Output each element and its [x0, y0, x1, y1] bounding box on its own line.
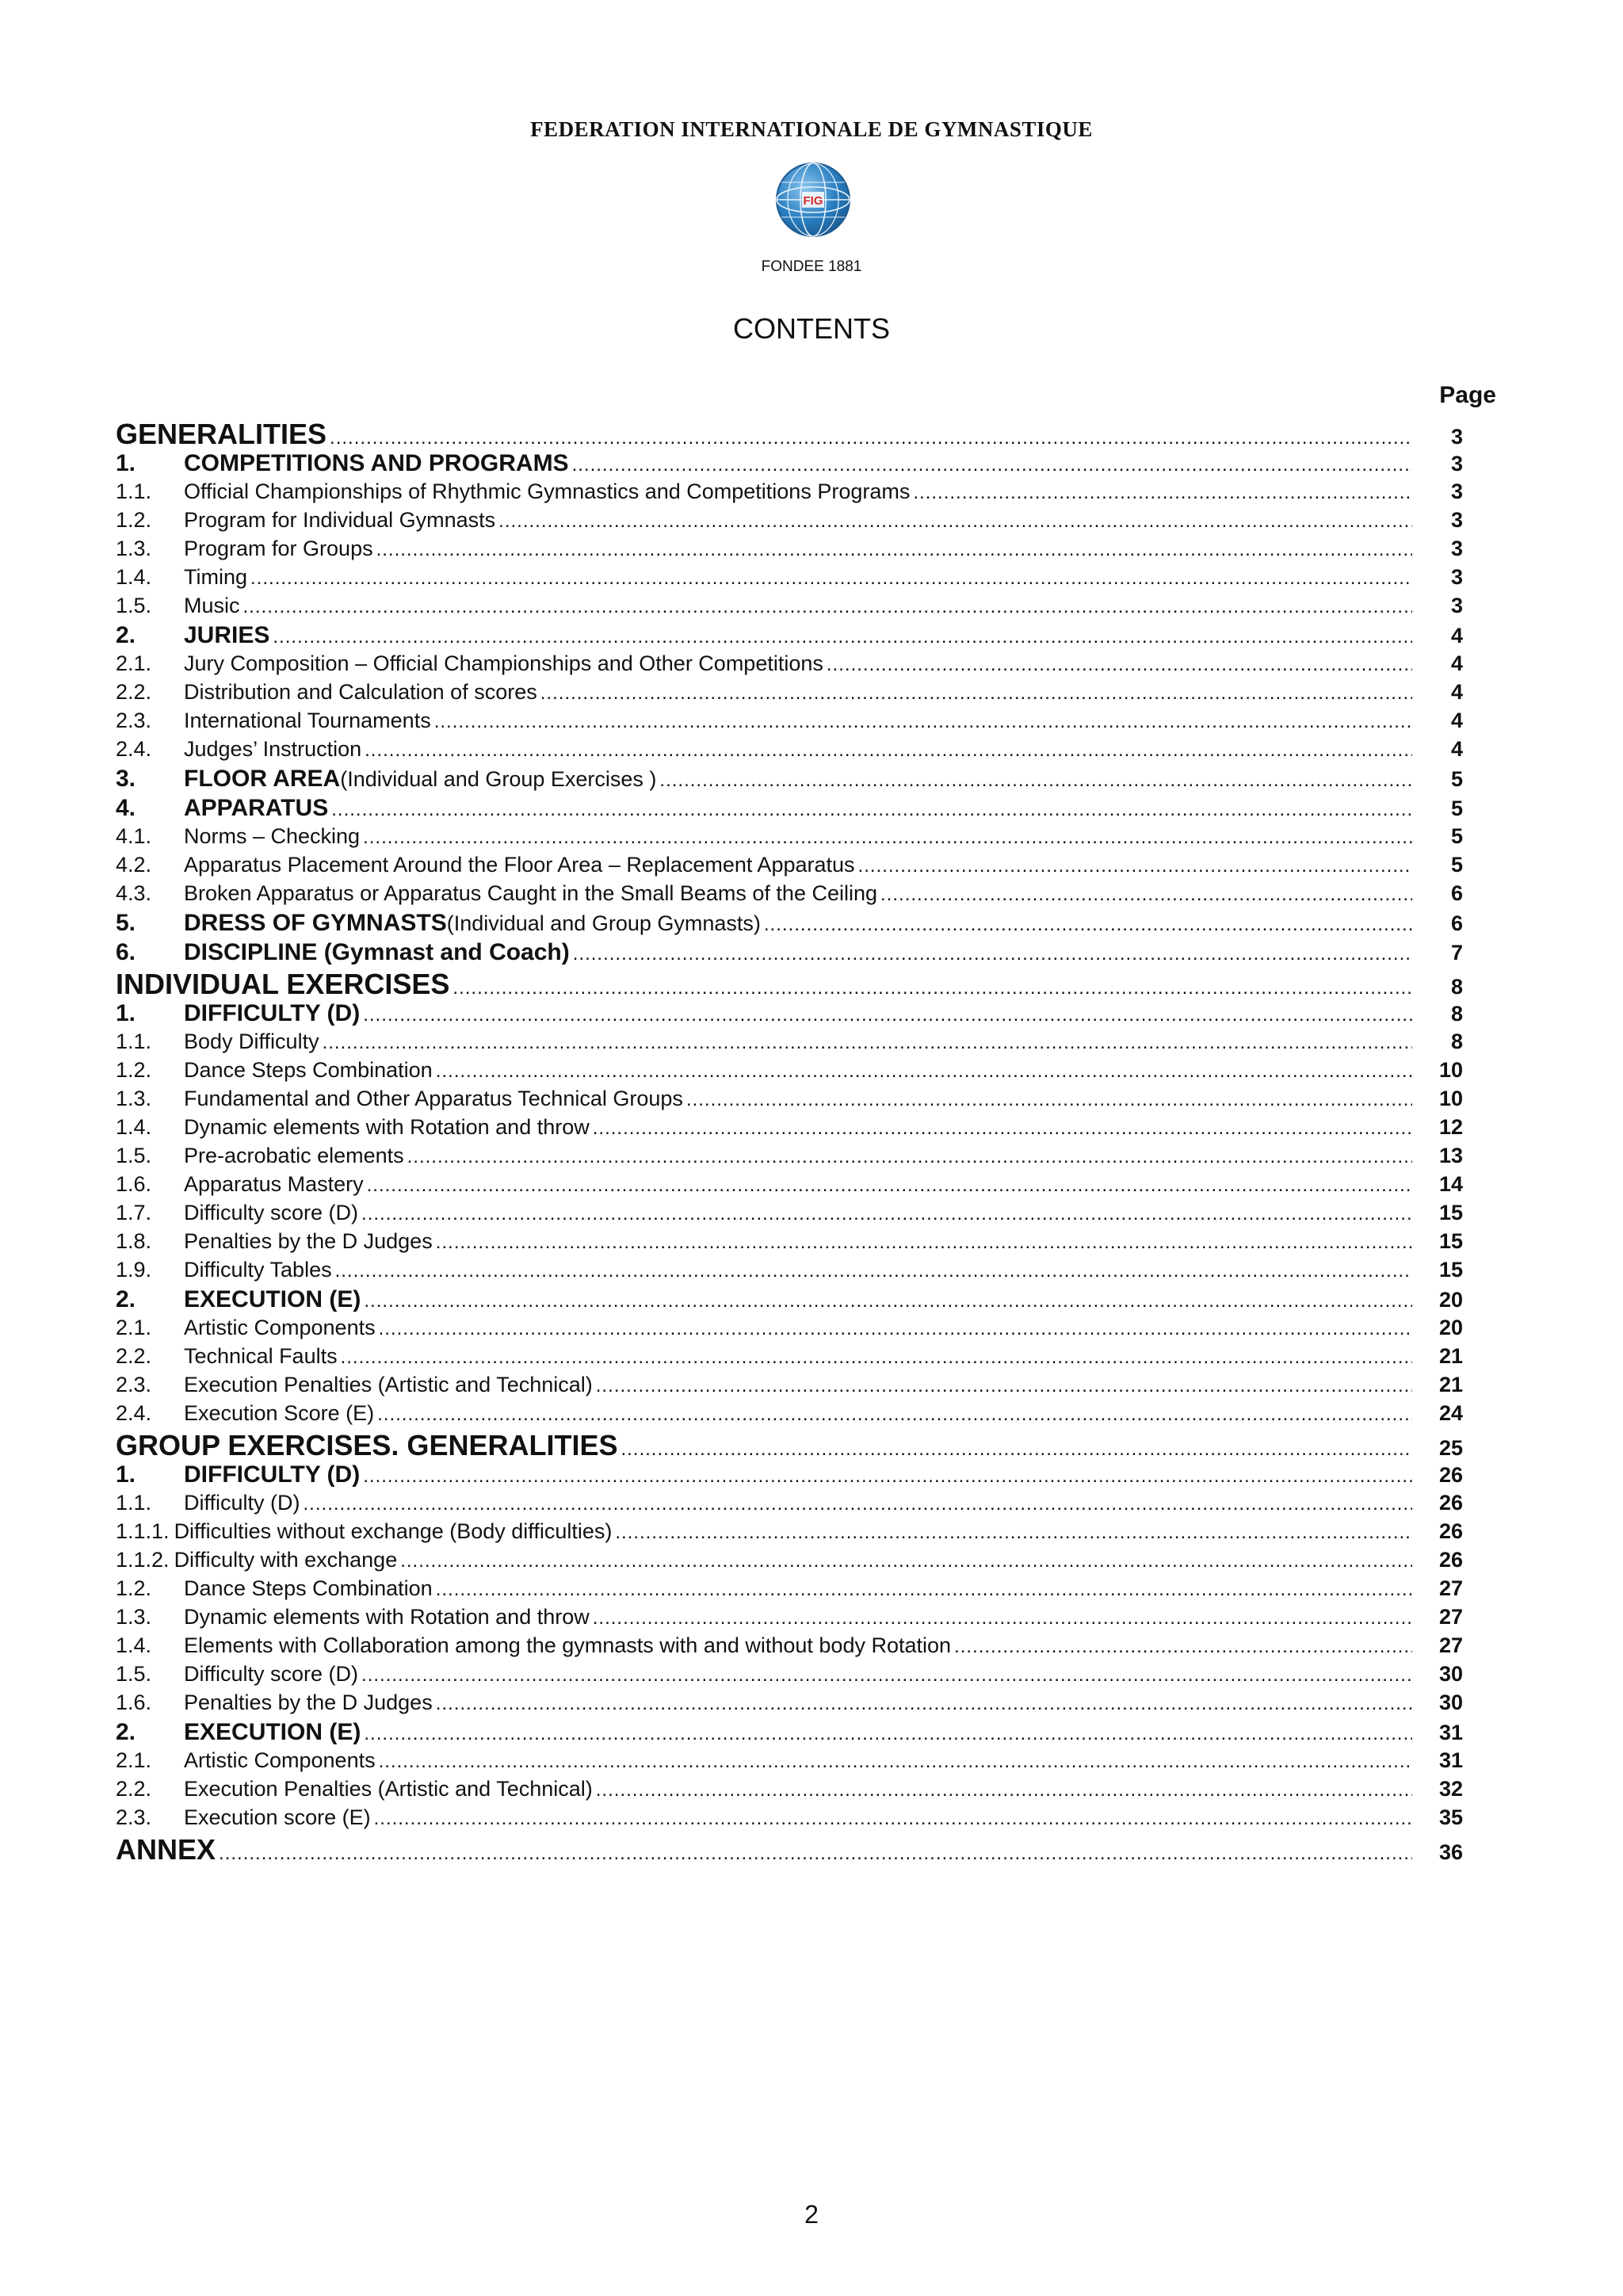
toc-entry [116, 1578, 1463, 1606]
toc-entry-page: 3 [1450, 594, 1463, 617]
toc-entry [116, 1259, 1463, 1288]
toc-entry-page: 25 [1438, 1436, 1463, 1460]
toc-entry [116, 1202, 1463, 1231]
dot-leader [436, 1062, 1412, 1081]
toc-entry [116, 1664, 1463, 1692]
dot-leader [593, 1119, 1412, 1138]
toc-entry-page: 20 [1438, 1316, 1463, 1339]
toc-entry-page: 3 [1450, 565, 1463, 589]
toc-entry-page: 31 [1438, 1721, 1463, 1744]
toc-entry [116, 538, 1463, 567]
dot-leader [764, 915, 1412, 934]
toc-entry-number: 2.1. [116, 1316, 152, 1339]
dot-leader [379, 1320, 1412, 1339]
dot-leader [434, 712, 1412, 732]
toc-entry-title: Program for Individual Gymnasts [184, 508, 496, 532]
dot-leader [363, 828, 1412, 847]
toc-entry-number: 2.3. [116, 1805, 152, 1829]
toc-entry [116, 595, 1463, 624]
toc-entry-title: Penalties by the D Judges [184, 1229, 433, 1253]
toc-entry-number: 1.3. [116, 537, 152, 560]
toc-entry [116, 1463, 1463, 1492]
toc-entry-title: Program for Groups [184, 537, 373, 560]
dot-leader [400, 1552, 1412, 1571]
toc-entry-number: 1.1.2. [116, 1548, 170, 1572]
toc-entry [116, 1145, 1463, 1174]
toc-entry-page: 20 [1438, 1288, 1463, 1312]
toc-entry-number: 2. [116, 1286, 136, 1312]
dot-leader [250, 569, 1412, 588]
toc-entry-page: 14 [1438, 1172, 1463, 1196]
toc-entry-page: 4 [1450, 624, 1463, 648]
toc-entry-number: 1.4. [116, 1115, 152, 1139]
toc-entry-page: 15 [1438, 1201, 1463, 1224]
toc-entry-page: 4 [1450, 737, 1463, 761]
dot-leader [363, 1006, 1412, 1025]
toc-entry-number: 2.3. [116, 1373, 152, 1396]
toc-entry-title: Dance Steps Combination [184, 1058, 433, 1082]
toc-entry-number: 1. [116, 1461, 136, 1488]
dot-leader [436, 1233, 1412, 1252]
toc-entry-page: 6 [1450, 881, 1463, 905]
toc-entry [116, 420, 1463, 452]
dot-leader [436, 1580, 1412, 1599]
toc-entry-page: 13 [1438, 1144, 1463, 1167]
toc-entry [116, 883, 1463, 911]
toc-entry-title: Elements with Collaboration among the gymnasts with and without body Rotation [184, 1633, 952, 1657]
toc-entry-title: Apparatus Placement Around the Floor Area – Replacement Apparatus [184, 853, 855, 877]
toc-entry-title: Difficulty Tables [184, 1258, 332, 1282]
fig-globe-logo-icon [773, 160, 853, 239]
toc-entry-title: Apparatus Mastery [184, 1172, 364, 1196]
toc-entry [116, 1721, 1463, 1750]
dot-leader [364, 1725, 1412, 1744]
toc-entry-title: Fundamental and Other Apparatus Technical Groups [184, 1087, 683, 1110]
toc-entry-page: 24 [1438, 1401, 1463, 1425]
dot-leader [540, 684, 1412, 703]
toc-entry [116, 452, 1463, 481]
toc-entry-number: 2.4. [116, 1401, 152, 1425]
toc-entry-title: EXECUTION (E) [184, 1286, 361, 1312]
toc-entry [116, 1288, 1463, 1317]
toc-entry [116, 510, 1463, 538]
dot-leader [659, 771, 1412, 790]
toc-entry-number: 2.2. [116, 1344, 152, 1368]
toc-entry [116, 1807, 1463, 1836]
dot-leader [361, 1666, 1412, 1685]
toc-entry-number: 1.5. [116, 1662, 152, 1686]
toc-entry-number: 2.1. [116, 651, 152, 675]
toc-entry-title: Jury Composition – Official Championships and Other Competitions [184, 651, 823, 675]
toc-entry-title: Norms – Checking [184, 824, 361, 848]
toc-entry-number: 1.3. [116, 1605, 152, 1629]
toc-entry [116, 854, 1463, 883]
toc-entry [116, 710, 1463, 739]
toc-entry-page: 5 [1450, 824, 1463, 848]
toc-entry-title: Judges’ Instruction [184, 737, 362, 761]
toc-entry [116, 1002, 1463, 1031]
toc-entry-number: 1.5. [116, 594, 152, 617]
toc-entry-page: 4 [1450, 651, 1463, 675]
toc-entry-page: 10 [1438, 1087, 1463, 1110]
toc-entry-page: 5 [1450, 853, 1463, 877]
dot-leader [573, 945, 1412, 964]
toc-entry-number: 5. [116, 910, 136, 936]
dot-leader [436, 1694, 1412, 1713]
toc-entry [116, 1431, 1463, 1463]
toc-entry-number: 1.4. [116, 565, 152, 589]
toc-entry-title: Artistic Components [184, 1748, 376, 1772]
toc-entry-title: Artistic Components [184, 1316, 376, 1339]
toc-entry-page: 30 [1438, 1662, 1463, 1686]
toc-entry [116, 1606, 1463, 1635]
toc-entry-title: Penalties by the D Judges [184, 1690, 433, 1714]
toc-entry-title: Difficulties without exchange (Body difficulties) [174, 1519, 613, 1543]
toc-entry-page: 4 [1450, 709, 1463, 732]
toc-entry-title: Execution Score (E) [184, 1401, 375, 1425]
toc-entry-number: 4.3. [116, 881, 152, 905]
toc-entry-number: 1.1. [116, 1491, 152, 1515]
toc-entry [116, 1088, 1463, 1117]
dot-leader [243, 598, 1412, 617]
dot-leader [365, 741, 1412, 760]
toc-entry [116, 1374, 1463, 1403]
dot-leader [615, 1523, 1412, 1542]
dot-leader [376, 541, 1412, 560]
dot-leader [453, 979, 1412, 998]
toc-entry-page: 4 [1450, 680, 1463, 704]
toc-entry-page: 27 [1438, 1576, 1463, 1600]
toc-entry-title: ANNEX [116, 1833, 216, 1866]
toc-entry-page: 10 [1438, 1058, 1463, 1082]
dot-leader [858, 857, 1412, 876]
toc-entry-number: 1.5. [116, 1144, 152, 1167]
toc-entry-title: Distribution and Calculation of scores [184, 680, 537, 704]
toc-entry-page: 3 [1450, 452, 1463, 476]
toc-entry-number: 1.1. [116, 479, 152, 503]
toc-entry-number: 2.4. [116, 737, 152, 761]
toc-entry [116, 1750, 1463, 1778]
toc-entry-page: 8 [1450, 975, 1463, 999]
toc-entry-title: INDIVIDUAL EXERCISES [116, 968, 450, 1000]
toc-entry [116, 1778, 1463, 1807]
toc-entry-number: 2.1. [116, 1748, 152, 1772]
contents-title: CONTENTS [733, 312, 890, 345]
toc-entry-title: DRESS OF GYMNASTS [184, 910, 447, 936]
logo-text: FIG [803, 194, 823, 208]
toc-entry-page: 26 [1438, 1463, 1463, 1487]
dot-leader [377, 1405, 1412, 1424]
toc-entry-page: 36 [1438, 1840, 1463, 1864]
toc-entry-page: 35 [1438, 1805, 1463, 1829]
toc-entry-title: Dance Steps Combination [184, 1576, 433, 1600]
toc-entry-page: 3 [1450, 508, 1463, 532]
toc-entry-page: 27 [1438, 1605, 1463, 1629]
toc-entry-number: 4. [116, 795, 136, 821]
dot-leader [367, 1176, 1412, 1195]
toc-entry-title: GENERALITIES [116, 418, 327, 450]
toc-entry [116, 1403, 1463, 1431]
toc-entry [116, 653, 1463, 682]
dot-leader [304, 1495, 1412, 1514]
toc-entry-page: 31 [1438, 1748, 1463, 1772]
toc-entry-title: DISCIPLINE (Gymnast and Coach) [184, 939, 570, 965]
toc-entry-page: 6 [1450, 911, 1463, 935]
toc-entry-number: 2.2. [116, 680, 152, 704]
toc-entry-number: 2. [116, 622, 136, 648]
toc-entry-number: 1. [116, 450, 136, 476]
toc-entry-page: 3 [1450, 479, 1463, 503]
dot-leader [374, 1809, 1412, 1828]
toc-entry-page: 32 [1438, 1777, 1463, 1801]
toc-entry [116, 1031, 1463, 1060]
toc-entry-number: 4.1. [116, 824, 152, 848]
toc-entry-title: Broken Apparatus or Apparatus Caught in the Small Beams of the Ceiling [184, 881, 878, 905]
dot-leader [593, 1609, 1412, 1628]
toc-entry-number: 1.1.1. [116, 1519, 170, 1543]
toc-entry-title: Body Difficulty [184, 1030, 319, 1053]
toc-entry [116, 797, 1463, 826]
toc-entry-subtitle: (Individual and Group Gymnasts) [446, 911, 761, 935]
toc-entry-subtitle: (Individual and Group Exercises ) [340, 767, 657, 791]
toc-entry-title: Timing [184, 565, 248, 589]
dot-leader [621, 1440, 1412, 1459]
toc-entry-title: Pre-acrobatic elements [184, 1144, 404, 1167]
toc-entry-page: 27 [1438, 1633, 1463, 1657]
toc-entry-number: 2. [116, 1719, 136, 1745]
toc-entry-number: 2.2. [116, 1777, 152, 1801]
toc-entry-page: 8 [1450, 1030, 1463, 1053]
toc-entry-number: 1.9. [116, 1258, 152, 1282]
dot-leader [363, 1467, 1412, 1486]
toc-entry-title: Official Championships of Rhythmic Gymnastics and Competitions Programs [184, 479, 911, 503]
toc-entry-number: 1.8. [116, 1229, 152, 1253]
toc-entry-title: Technical Faults [184, 1344, 338, 1368]
toc-entry [116, 1492, 1463, 1521]
toc-entry [116, 1635, 1463, 1664]
federation-name: FEDERATION INTERNATIONALE DE GYMNASTIQUE [530, 117, 1093, 141]
toc-entry-page: 8 [1450, 1002, 1463, 1026]
toc-entry-page: 5 [1450, 767, 1463, 791]
toc-entry-number: 1.3. [116, 1087, 152, 1110]
toc-entry-title: Difficulty score (D) [184, 1201, 359, 1224]
dot-leader [330, 429, 1412, 448]
toc-entry-number: 1.6. [116, 1690, 152, 1714]
toc-entry [116, 911, 1463, 941]
table-of-contents [116, 420, 1463, 1867]
toc-entry-number: 3. [116, 766, 136, 792]
dot-leader [219, 1844, 1412, 1863]
dot-leader [341, 1348, 1412, 1367]
toc-entry-title: Dynamic elements with Rotation and throw [184, 1605, 590, 1629]
toc-entry-title: Music [184, 594, 240, 617]
toc-entry-title: Execution Penalties (Artistic and Technical) [184, 1777, 593, 1801]
dot-leader [273, 628, 1412, 647]
toc-entry [116, 624, 1463, 653]
toc-entry [116, 1692, 1463, 1721]
dot-leader [335, 1262, 1412, 1281]
toc-entry [116, 739, 1463, 767]
toc-entry-page: 7 [1450, 941, 1463, 965]
dot-leader [596, 1781, 1412, 1800]
toc-entry-page: 3 [1450, 425, 1463, 449]
toc-entry-title: EXECUTION (E) [184, 1719, 361, 1745]
toc-entry-title: Execution Penalties (Artistic and Technical) [184, 1373, 593, 1396]
toc-entry-number: 1.7. [116, 1201, 152, 1224]
toc-entry-page: 21 [1438, 1373, 1463, 1396]
dot-leader [954, 1637, 1412, 1656]
toc-entry-number: 1.2. [116, 1058, 152, 1082]
toc-entry-page: 26 [1438, 1519, 1463, 1543]
toc-entry-title: GROUP EXERCISES. GENERALITIES [116, 1429, 618, 1461]
toc-entry-page: 3 [1450, 537, 1463, 560]
toc-entry-page: 12 [1438, 1115, 1463, 1139]
toc-entry [116, 567, 1463, 595]
toc-entry-page: 26 [1438, 1548, 1463, 1572]
toc-entry [116, 767, 1463, 797]
toc-entry-title: DIFFICULTY (D) [184, 1461, 361, 1488]
toc-entry [116, 1231, 1463, 1259]
toc-entry [116, 682, 1463, 710]
toc-entry-page: 26 [1438, 1491, 1463, 1515]
toc-entry [116, 941, 1463, 970]
toc-entry-title: COMPETITIONS AND PROGRAMS [184, 450, 569, 476]
toc-entry-number: 1.6. [116, 1172, 152, 1196]
toc-entry-title: Difficulty score (D) [184, 1662, 359, 1686]
toc-entry-title: APPARATUS [184, 795, 329, 821]
dot-leader [880, 885, 1412, 904]
dot-leader [572, 456, 1412, 475]
toc-entry-title: Difficulty (D) [184, 1491, 300, 1515]
toc-entry-title: Execution score (E) [184, 1805, 371, 1829]
toc-entry [116, 1346, 1463, 1374]
toc-entry-number: 6. [116, 939, 136, 965]
toc-entry-page: 5 [1450, 797, 1463, 820]
page-column-header: Page [1439, 382, 1496, 408]
toc-entry-title: Difficulty with exchange [174, 1548, 398, 1572]
toc-entry-title: FLOOR AREA [184, 766, 341, 792]
dot-leader [331, 800, 1412, 819]
toc-entry-number: 1.4. [116, 1633, 152, 1657]
toc-entry-page: 15 [1438, 1229, 1463, 1253]
toc-entry [116, 970, 1463, 1002]
toc-entry-title: Dynamic elements with Rotation and throw [184, 1115, 590, 1139]
toc-entry-page: 21 [1438, 1344, 1463, 1368]
toc-entry-page: 30 [1438, 1690, 1463, 1714]
dot-leader [913, 483, 1412, 502]
toc-entry-page: 15 [1438, 1258, 1463, 1282]
toc-entry [116, 1174, 1463, 1202]
toc-entry-title: DIFFICULTY (D) [184, 1000, 361, 1026]
toc-entry-number: 1.2. [116, 1576, 152, 1600]
founded-label: FONDEE 1881 [761, 258, 862, 275]
toc-entry-number: 4.2. [116, 853, 152, 877]
dot-leader [827, 655, 1412, 674]
dot-leader [596, 1377, 1412, 1396]
toc-entry-number: 1.2. [116, 508, 152, 532]
toc-entry [116, 826, 1463, 854]
toc-entry-number: 1. [116, 1000, 136, 1026]
toc-entry-title: JURIES [184, 622, 270, 648]
toc-entry [116, 1060, 1463, 1088]
dot-leader [498, 512, 1412, 531]
toc-entry-number: 2.3. [116, 709, 152, 732]
dot-leader [361, 1205, 1412, 1224]
toc-entry [116, 1317, 1463, 1346]
toc-entry [116, 1549, 1463, 1578]
dot-leader [379, 1752, 1412, 1771]
page-number: 2 [804, 2200, 819, 2229]
toc-entry-number: 1.1. [116, 1030, 152, 1053]
toc-entry [116, 1521, 1463, 1549]
toc-entry [116, 481, 1463, 510]
dot-leader [407, 1148, 1412, 1167]
dot-leader [686, 1091, 1412, 1110]
toc-entry [116, 1833, 1463, 1867]
dot-leader [323, 1033, 1412, 1052]
toc-entry [116, 1117, 1463, 1145]
dot-leader [364, 1292, 1412, 1311]
toc-entry-title: International Tournaments [184, 709, 431, 732]
